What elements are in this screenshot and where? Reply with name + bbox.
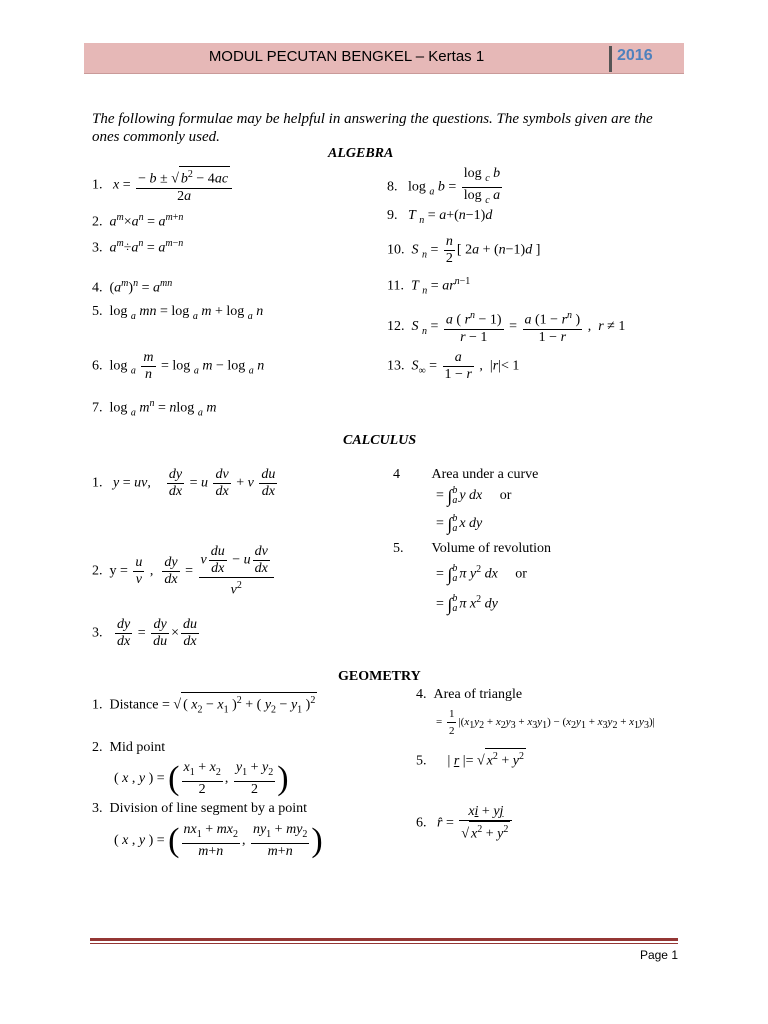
formula-algebra-13: 13. $S_\infty$ = $\frac{a}{1 - r}$ , |r|< 1	[387, 350, 520, 382]
formula-algebra-3: 3. $a^m\div a^n = a^{m-n}$	[92, 238, 184, 256]
volume-label: Volume of revolution	[431, 541, 552, 556]
formula-calculus-5a: = ∫ b a π $y^2$ dx or	[436, 563, 527, 585]
header-year: 2016	[617, 47, 653, 64]
formula-algebra-5: 5. log $_a$ mn = log $_a$ m + log $_a$ n	[92, 304, 264, 322]
midpoint-label: Mid point	[109, 740, 166, 755]
page-header	[84, 43, 684, 74]
area-curve-label: Area under a curve	[431, 467, 539, 482]
formula-calculus-3: 3. $\frac{dy}{dx}$ = $\frac{dy}{du}$ × $\frac{du}{dx}$	[92, 617, 198, 649]
formula-geometry-6: 6. r̂ = $\frac{xi + yj}{√ x^2 + y^2}$	[416, 804, 514, 843]
formula-algebra-2: 2. $a^m\times a^n = a^{m+n}$	[92, 212, 184, 230]
header-title: MODUL PECUTAN BENGKEL – Kertas 1	[208, 48, 485, 65]
formula-calculus-2: 2. y = $\frac{u}{v}$ , $\frac{dy}{dx}$ = v $\frac{du}{dx}$ − u $\frac{dv}{dx}$ $v^2$	[92, 544, 276, 599]
formula-algebra-12: 12. S $_n$ = $\frac{a ( r^n - 1)}{r - 1}$ = $\frac{a (1 - r^n )}{1 - r}$ , r ≠ 1	[387, 310, 626, 345]
distance-label: Distance =	[109, 697, 170, 713]
formula-algebra-6: 6. log $_a$ $\frac{m}{n}$ = log $_a$ m − log $_a$ n	[92, 350, 265, 382]
formula-algebra-8: 8. log $_a$ b = $\frac{\log _c b}{\log _c a}$	[387, 166, 501, 206]
section-geometry: GEOMETRY	[338, 669, 421, 684]
formula-calculus-4b: = ∫ b a x dy	[436, 513, 483, 534]
formula-geometry-3: ( x , y ) = ( $\frac{nx_1 + mx_2}{m+n}$ , $\frac{ny_1 + my_2}{m+n}$ )	[114, 821, 323, 859]
page-number: Page 1	[639, 948, 678, 962]
formula-algebra-11: 11. T $_n = ar^{n-1}$	[387, 276, 471, 297]
formula-geometry-2-label: 2. Mid point	[92, 740, 166, 755]
formula-algebra-7: 7. log $_a$ $m^n = nlog$ $_a$ m	[92, 398, 217, 419]
formula-algebra-9: 9. T $_n$ = a+(n−1)d	[387, 208, 493, 226]
formula-geometry-4-label: 4. Area of triangle	[416, 687, 523, 702]
footer-rule-thick	[90, 938, 678, 941]
formula-geometry-5: 5. | r |= √ $x^2 + y^2$	[416, 748, 526, 770]
formula-algebra-4: 4. $(a^m)^n = a^{mn}$	[92, 278, 173, 296]
formula-geometry-1: 1. Distance = √ ( $x_2 - x_1$ )$^2$ + ( $y_2 - y_1$ )$^2$	[92, 692, 317, 718]
header-separator	[609, 46, 612, 72]
formula-calculus-1: 1. y = uv, $\frac{dy}{dx}$ = u $\frac{dv}{dx}$ + v $\frac{du}{dx}$	[92, 467, 276, 499]
formula-algebra-10: 10. S $_n$ = $\frac{n}{2}$ [ 2a + (n−1)d ]	[387, 234, 541, 266]
formula-algebra-1: 1. x = $\frac{- b \pm √ b^2 - 4ac}{2a}$	[92, 166, 234, 205]
formula-calculus-5-label: 5. Volume of revolution	[393, 541, 552, 556]
division-label: Division of line segment by a point	[109, 801, 308, 816]
formula-calculus-5b: = ∫ b a π $x^2$ dy	[436, 593, 498, 615]
area-triangle-label: Area of triangle	[433, 687, 523, 702]
formula-geometry-2: ( x , y ) = ( $\frac{x_1 + x_2}{2}$ , $\frac{y_1 + y_2}{2}$ )	[114, 759, 289, 797]
footer-rule-thin	[90, 943, 678, 944]
formula-calculus-4a: = ∫ b a y dx or	[436, 485, 512, 506]
formula-calculus-4-label: 4 Area under a curve	[393, 467, 539, 482]
intro-text: The following formulae may be helpful in answering the questions. The symbols given are the ones commonly used.	[92, 111, 653, 145]
formula-geometry-3-label: 3. Division of line segment by a point	[92, 801, 308, 816]
section-algebra: ALGEBRA	[328, 146, 394, 161]
formula-geometry-4: = $\frac{1}{2}$ $|(x_1y_2 + x_2y_3 + x_3y_1) - (x_2y_1 + x_3y_2 + x_1y_3)|$	[436, 708, 655, 737]
section-calculus: CALCULUS	[343, 433, 417, 448]
or-text: or	[499, 488, 512, 504]
or-text-2: or	[515, 566, 527, 582]
